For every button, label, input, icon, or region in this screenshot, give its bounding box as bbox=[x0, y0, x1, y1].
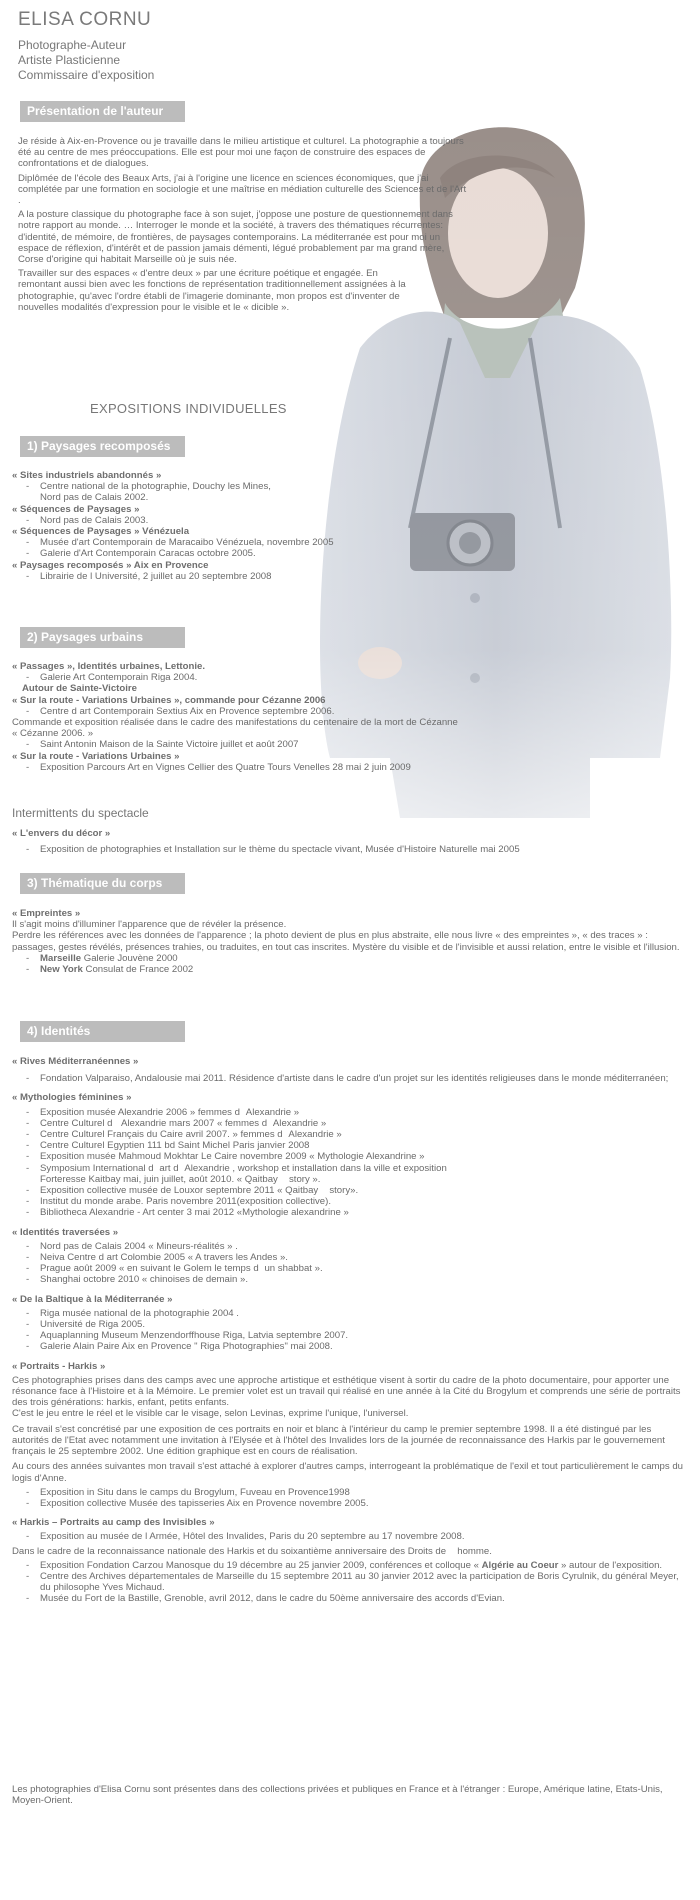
section-heading-paysages-recomposes: 1) Paysages recomposés bbox=[20, 436, 185, 457]
exhibition-note: « Cézanne 2006. » bbox=[12, 728, 94, 740]
list-item: - Librairie de l Université, 2 juillet au 20 septembre 2008 bbox=[40, 571, 684, 582]
exhibition-title: « Portraits - Harkis » bbox=[12, 1360, 106, 1372]
list-item: - Nord pas de Calais 2003. bbox=[40, 515, 684, 526]
list-item: - Prague août 2009 « en suivant le Golem le temps dun shabbat ». bbox=[40, 1263, 684, 1274]
exhibition-title: « Sur la route - Variations Urbaines », commande pour Cézanne 2006 bbox=[12, 694, 326, 706]
section-heading-paysages-urbains: 2) Paysages urbains bbox=[20, 627, 185, 648]
exhibition-title: « Sites industriels abandonnés » bbox=[12, 470, 162, 481]
exhibition-text: Il s'agit moins d'illuminer l'apparence que de révéler la présence. bbox=[12, 919, 287, 931]
exhibition-text: Dans le cadre de la reconnaissance nationale des Harkis et du soixantième anniversaire des Droits de  homme. bbox=[12, 1545, 492, 1557]
intermittents-block bbox=[12, 828, 684, 855]
exhibition-title: « De la Baltique à la Méditerranée » bbox=[12, 1293, 173, 1305]
list-item: - Université de Riga 2005. bbox=[40, 1319, 684, 1330]
role-item: Artiste Plasticienne bbox=[18, 53, 121, 67]
expositions-title: EXPOSITIONS INDIVIDUELLES bbox=[90, 401, 287, 416]
list-item-continued: Nord pas de Calais 2002. bbox=[40, 492, 149, 504]
exhibition-text: Ce travail s'est concrétisé par une exposition de ces portraits en noir et blanc à l'intérieur du camp le premier septembre 1998. Il a été distingué par les autorités de l'Etat avec notamment une invitation à l'Elysée et à l'hôtel des Invalides lors de la journée de reconnaissance des Harkis par le gouvernement français le 25 septembre 2002. Une édition graphique est en cours de réalisation. bbox=[12, 1423, 665, 1458]
intermittents-title: Intermittents du spectacle bbox=[12, 806, 149, 820]
list-item: - Institut du monde arabe. Paris novembre 2011(exposition collective). bbox=[40, 1196, 684, 1207]
list-item: - Nord pas de Calais 2004 « Mineurs-réalités » . bbox=[40, 1241, 684, 1252]
list-item: - Aquaplanning Museum Menzendorffhouse Riga, Latvia septembre 2007. bbox=[40, 1330, 684, 1341]
item-text: » autour de l'exposition. bbox=[558, 1559, 663, 1571]
role-item: Photographe-Auteur bbox=[18, 38, 127, 52]
list-item: - Exposition in Situ dans le camps du Brogylum, Fuveau en Provence1998 bbox=[40, 1487, 684, 1498]
list-item bbox=[40, 953, 684, 964]
list-item: - Shanghai octobre 2010 « chinoises de demain ». bbox=[40, 1274, 684, 1285]
list-item: - Exposition de photographies et Installation sur le thème du spectacle vivant, Musée d'Histoire Naturelle mai 2005 bbox=[40, 844, 684, 855]
list-item: - Bibliotheca Alexandrie - Art center 3 mai 2012 «Mythologie alexandrine » bbox=[40, 1207, 684, 1218]
exhibition-title: Autour de Sainte-Victoire bbox=[22, 683, 137, 695]
exhibition-title: « Identités traversées » bbox=[12, 1226, 119, 1238]
exhibition-title: « Paysages recomposés » Aix en Provence bbox=[12, 559, 209, 571]
exhibition-title: « Passages », Identités urbaines, Lettonie. bbox=[12, 661, 206, 672]
item-text: Exposition Fondation Carzou Manosque du 19 décembre au 25 janvier 2009, conférences et colloque « bbox=[40, 1559, 482, 1571]
exhibition-title: « Rives Méditerranéennes » bbox=[12, 1056, 139, 1067]
corps-block bbox=[12, 908, 684, 975]
exhibition-title: « Séquences de Paysages » bbox=[12, 503, 140, 515]
list-item: - Saint Antonin Maison de la Sainte Victoire juillet et août 2007 bbox=[40, 739, 684, 750]
venue: Galerie Jouvène 2000 bbox=[81, 952, 178, 964]
paragraph: Diplômée de l'école des Beaux Arts, j'ai à l'origine une licence en sciences économiques, que j'ai complétée par une formation en sociologie et une maîtrise en médiation culturelle des Sciences et de l'Art . bbox=[18, 172, 467, 207]
venue: Consulat de France 2002 bbox=[82, 964, 194, 976]
exhibition-title: « Sur la route - Variations Urbaines » bbox=[12, 750, 180, 762]
list-item: - Centre Culturel Français du Caire avril 2007. » femmes dAlexandrie » bbox=[40, 1129, 684, 1140]
list-item: - Exposition musée Alexandrie 2006 » femmes dAlexandrie » bbox=[40, 1107, 684, 1118]
exhibition-text: C'est le jeu entre le réel et le visible car le visage, selon Levinas, exprime l'unique, l'universel. bbox=[12, 1408, 409, 1420]
paragraph: A la posture classique du photographe face à son sujet, j'oppose une posture de questionnement dans notre rapport au monde. … Interroger le monde et la société, à travers des thématiques récurrentes: d'identité, de mémoire, de frontières, de paysages contemporains. La méditerranée est pour moi un espace de réflexion, d'intérêt et de passion jamais démenti, légué probablement par ma grand mère, Corse d'origine qui habitait Marseille où je suis née. bbox=[18, 209, 453, 266]
list-item: - Galerie d'Art Contemporain Caracas octobre 2005. bbox=[40, 548, 684, 559]
footer-text: Les photographies d'Elisa Cornu sont présentes dans des collections privées et publiques en France et à l'étranger : Europe, Amérique latine, Etats-Unis, Moyen-Orient. bbox=[12, 1784, 663, 1807]
list-item: - Exposition musée Mahmoud Mokhtar Le Caire novembre 2009 « Mythologie Alexandrine » bbox=[40, 1151, 684, 1162]
list-item: - Centre des Archives départementales de Marseille du 15 septembre 2011 au 30 janvier 2012 avec la participation de Boris Cyrulnik, du général Meyer, du philosophe Yves Michaud. bbox=[40, 1571, 684, 1593]
exhibition-title: « L'envers du décor » bbox=[12, 828, 111, 839]
city: New York bbox=[40, 964, 83, 976]
exhibition-title: « Harkis – Portraits au camp des Invisibles » bbox=[12, 1517, 215, 1529]
colloque-title: Algérie au Coeur bbox=[481, 1559, 559, 1571]
list-item: - Neiva Centre d art Colombie 2005 « A travers les Andes ». bbox=[40, 1252, 684, 1263]
list-item: - Exposition Parcours Art en Vignes Cellier des Quatre Tours Venelles 28 mai 2 juin 2009 bbox=[40, 762, 684, 773]
paysages-recomposes-list bbox=[12, 470, 684, 582]
city: Marseille bbox=[40, 952, 82, 964]
exhibition-text: Perdre les références avec les données de l'apparence ; la photo devient de plus en plus abstraite, elle nous livre « des empreintes », « des traces » : passages, gestes révélés, présences trahies, ou traduites, en tout cas inscrites. Mystère du visible et de l'invisible et aussi relation, entre le visible et l'illusion. bbox=[12, 930, 680, 953]
section-heading-presentation: Présentation de l'auteur bbox=[20, 101, 185, 122]
exhibition-title: « Mythologies féminines » bbox=[12, 1092, 132, 1104]
exhibition-title: « Séquences de Paysages » Vénézuela bbox=[12, 526, 190, 538]
paysages-urbains-list bbox=[12, 661, 684, 773]
list-item: - Centre Culturel Egyptien 111 bd Saint Michel Paris janvier 2008 bbox=[40, 1140, 684, 1151]
paragraph: Je réside à Aix-en-Provence ou je travaille dans le milieu artistique et culturel. La photographie a toujours été au centre de mes préoccupations. Elle est pour moi une façon de construire des espaces de confrontations et de dialogues. bbox=[18, 136, 464, 170]
list-item: - Centre d art Contemporain Sextius Aix en Provence septembre 2006. bbox=[40, 706, 684, 717]
list-item: - Centre national de la photographie, Douchy les Mines, bbox=[40, 481, 684, 492]
list-item: - Fondation Valparaiso, Andalousie mai 2011. Résidence d'artiste dans le cadre d'un projet sur les identités religieuses dans le monde méditerranéen; bbox=[40, 1073, 684, 1084]
list-item: - Riga musée national de la photographie 2004 . bbox=[40, 1308, 684, 1319]
role-item: Commissaire d'exposition bbox=[18, 68, 155, 82]
exhibition-text: Au cours des années suivantes mon travail s'est attaché à explorer d'autres camps, interrogeant la problématique de l'exil et tout particulièrement le camps du logis d'Anne. bbox=[12, 1461, 684, 1484]
list-item bbox=[40, 964, 684, 975]
author-roles bbox=[18, 38, 154, 83]
list-item: - Exposition collective musée de Louxor septembre 2011 « Qaitbay  story». bbox=[40, 1185, 684, 1196]
list-item: - Exposition au musée de l Armée, Hôtel des Invalides, Paris du 20 septembre au 17 novembre 2008. bbox=[40, 1531, 684, 1542]
presentation-text bbox=[18, 136, 470, 316]
paragraph: Travailler sur des espaces « d'entre deux » par une écriture poétique et engagée. En remontant aussi bien avec les fonctions de représentation traditionnellement assignées à la photographie, qu'avec l'ordre établi de l'imagerie dominante, mon propos est d'inventer de nouvelles modalités d'expression pour le visible et le « dicible ». bbox=[18, 268, 406, 313]
identites-block bbox=[12, 1056, 684, 1605]
list-item: - Centre Culturel d Alexandrie mars 2007 « femmes dAlexandrie » bbox=[40, 1118, 684, 1129]
section-heading-corps: 3) Thématique du corps bbox=[20, 873, 185, 894]
exhibition-note: Commande et exposition réalisée dans le cadre des manifestations du centenaire de la mort de Cézanne bbox=[12, 717, 458, 729]
list-item: - Galerie Alain Paire Aix en Provence " Riga Photographies" mai 2008. bbox=[40, 1341, 684, 1352]
exhibition-title: « Empreintes » bbox=[12, 908, 81, 919]
list-item: - Symposium International dart dAlexandrie , workshop et installation dans la ville et exposition Forteresse Kaitbay mai, juin juillet, août 2010. « Qaitbay  story ». bbox=[40, 1163, 460, 1185]
list-item: - Galerie Art Contemporain Riga 2004. bbox=[40, 672, 684, 683]
list-item: - Musée d'art Contemporain de Maracaibo Vénézuela, novembre 2005 bbox=[40, 537, 684, 548]
section-heading-identites: 4) Identités bbox=[20, 1021, 185, 1042]
exhibition-text: Ces photographies prises dans des camps avec une approche artistique et esthétique visent à sortir du cadre de la photo documentaire, pour apporter une résonance face à l'Histoire et à la Mémoire. Le premier volet est un travail qui réalisé en une année à la Cité du Brogylum et comprends une série de portraits des trois générations: harkis, enfant, petits enfants. bbox=[12, 1374, 681, 1409]
author-name: ELISA CORNU bbox=[18, 9, 152, 30]
list-item: - Exposition collective Musée des tapisseries Aix en Provence novembre 2005. bbox=[40, 1498, 684, 1509]
list-item bbox=[40, 1560, 684, 1571]
list-item: - Musée du Fort de la Bastille, Grenoble, avril 2012, dans le cadre du 50ème anniversaire des accords d'Evian. bbox=[40, 1593, 684, 1604]
